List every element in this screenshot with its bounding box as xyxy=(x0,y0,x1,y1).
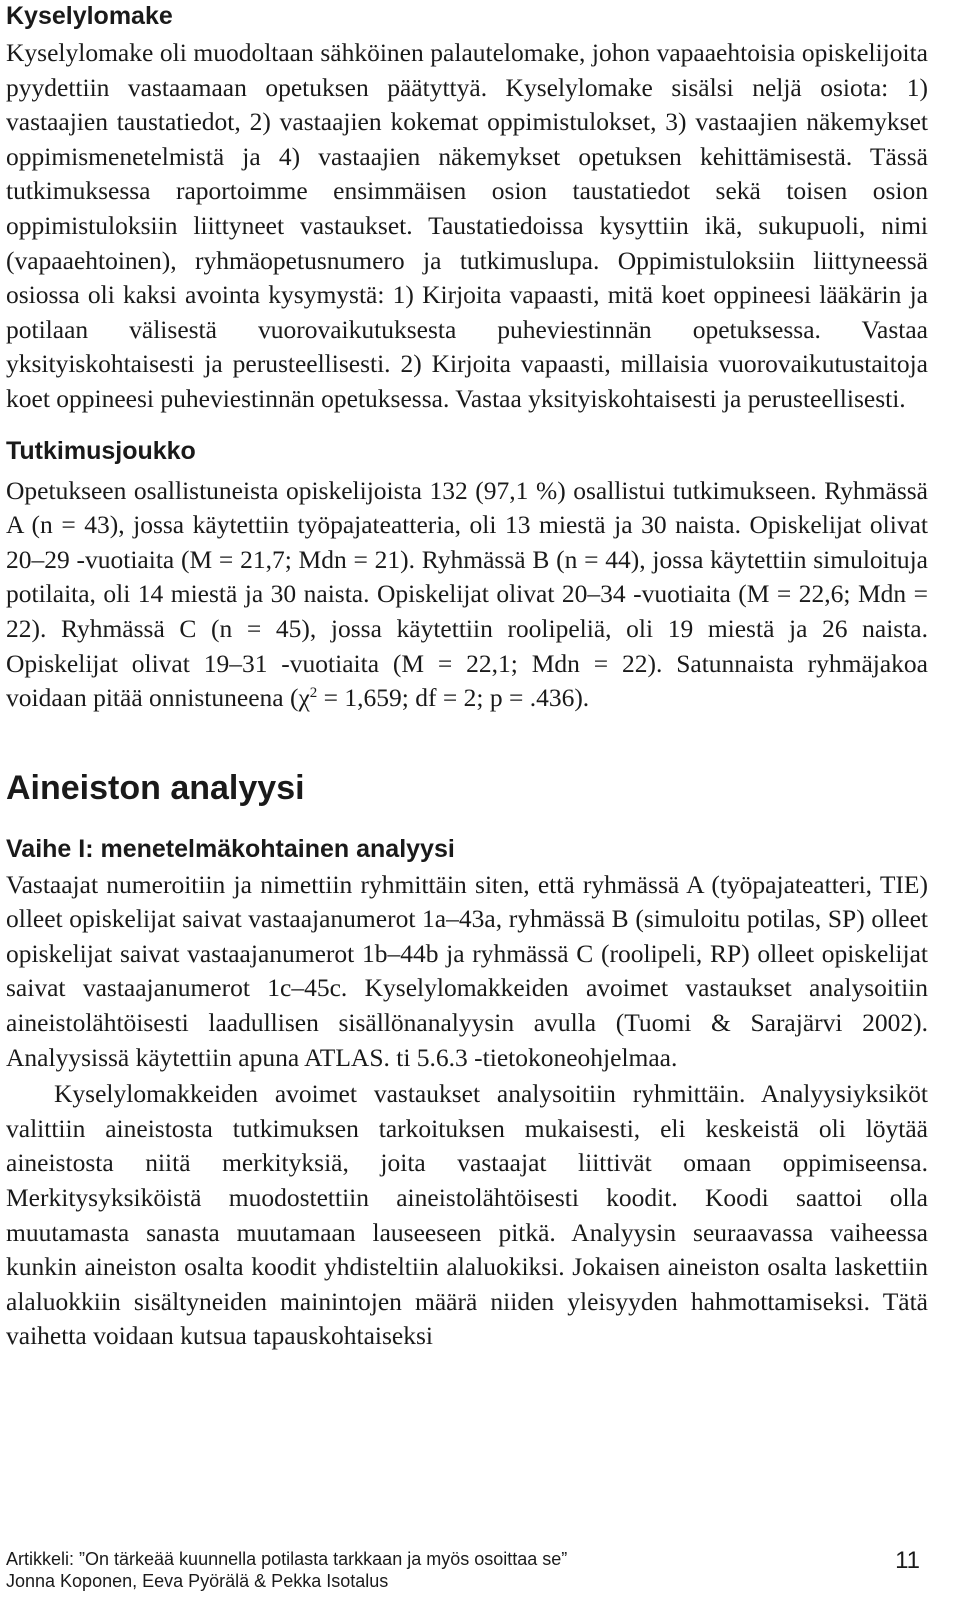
paragraph-vaihe-1-second: Kyselylomakkeiden avoimet vastaukset analysoitiin ryhmittäin. Analyysiyksiköt valittiin aineistosta tutkimuksen tarkoituksen mukaisesti, eli keskeistä oli löytää aineistosta niitä merkityksiä, joita vastaajat liittivät omaan oppimiseensa. Merkitysyksiköistä muodostettiin aineistolähtöisesti koodit. Koodi saattoi olla muutamasta sanasta muutamaan lauseeseen pitkä. Analyysin seuraavassa vaiheessa kunkin aineiston osalta koodit yhdisteltiin alaluokiksi. Jokaisen aineiston osalta laskettiin alaluokkiin sisältyneiden mainintojen määrä niiden yleisyyden hahmottamiseksi. Tätä vaihetta voidaan kutsua tapauskohtaiseksi xyxy=(6,1079,928,1351)
paragraph-tutkimusjoukko-end: = 1,659; df = 2; p = .436). xyxy=(317,683,590,713)
page-footer xyxy=(6,1548,928,1592)
page-body xyxy=(6,0,928,1354)
footer-authors: Jonna Koponen, Eeva Pyörälä & Pekka Isotalus xyxy=(6,1571,389,1591)
section-kyselylomake xyxy=(6,1,928,417)
paragraph-vaihe-1-first: Vastaajat numeroitiin ja nimettiin ryhmittäin siten, että ryhmässä A (työpajateatteri, TIE) olleet opiskelijat saivat vastaajanumerot 1a–43a, ryhmässä B (simuloitu potilas, SP) olleet opiskelijat saivat vastaajanumerot 1b–44b ja ryhmässä C (roolipeli, RP) olleet opiskelijat saivat vastaajanumerot 1c–45c. Kyselylomakkeiden avoimet vastaukset analysoitiin aineistolähtöisesti laadullisen sisällönanalyysin avulla (Tuomi & Sarajärvi 2002). Analyysissä käytettiin apuna ATLAS. ti 5.6.3 -tietokoneohjelmaa. xyxy=(6,869,928,1072)
section-aineiston-analyysi xyxy=(6,768,928,1354)
heading-tutkimusjoukko: Tutkimusjoukko xyxy=(6,436,196,465)
paragraph-tutkimusjoukko xyxy=(6,474,928,716)
heading-kyselylomake: Kyselylomake xyxy=(6,2,173,30)
page-number: 11 xyxy=(895,1547,920,1574)
heading-aineiston-analyysi: Aineiston analyysi xyxy=(6,768,305,807)
subsection-vaihe-1 xyxy=(6,834,928,1354)
chi-superscript: 2 xyxy=(309,685,318,702)
paragraph-kyselylomake: Kyselylomake oli muodoltaan sähköinen palautelomake, johon vapaaehtoisia opiskelijoita pyydettiin vastaamaan opetuksen päätyttyä. Kyselylomake sisälsi neljä osiota: 1) vastaajien taustatiedot, 2) vastaajien kokemat oppimistulokset, 3) vastaajien näkemykset oppimismenetelmistä ja 4) vastaajien näkemykset opetuksen kehittämisestä. Tässä tutkimuksessa raportoimme ensimmäisen osion taustatiedot sekä toisen osion oppimistuloksiin liittyneet vastaukset. Taustatiedoissa kysyttiin ikä, sukupuoli, nimi (vapaaehtoinen), ryhmäopetusnumero ja tutkimuslupa. Oppimistuloksiin liittyneessä osiossa oli kaksi avointa kysymystä: 1) Kirjoita vapaasti, mitä koet oppineesi lääkärin ja potilaan välisestä vuorovaikutuksesta puheviestinnän opetuksessa. Vastaa yksityiskohtaisesti ja perusteellisesti. 2) Kirjoita vapaasti, millaisia vuorovaikutustaitoja koet oppineesi puheviestinnän opetuksessa. Vastaa yksityiskohtaisesti ja perusteellisesti. xyxy=(6,38,928,413)
footer-article-title: Artikkeli: ”On tärkeää kuunnella potilasta tarkkaan ja myös osoittaa se” xyxy=(6,1549,568,1569)
section-tutkimusjoukko xyxy=(6,436,928,716)
heading-vaihe-1: Vaihe I: menetelmäkohtainen analyysi xyxy=(6,834,455,863)
paragraph-tutkimusjoukko-start: Opetukseen osallistuneista opiskelijoista 132 (97,1 %) osallistui tutkimukseen. Ryhmässä A (n = 43), jossa käytettiin työpajateatteria, oli 13 miestä ja 30 naista. Opiskelijat olivat 20–29 -vuotiaita (M = 21,7; Mdn = 21). Ryhmässä B (n = 44), jossa käytettiin simuloituja potilaita, oli 14 miestä ja 30 naista. Opiskelijat olivat 20–34 -vuotiaita (M = 22,6; Mdn = 22). Ryhmässä C (n = 45), jossa käytettiin roolipeliä, oli 19 miestä ja 26 naista. Opiskelijat olivat 19–31 -vuotiaita (M = 22,1; Mdn = 22). Satunnaista ryhmäjakoa voidaan pitää onnistuneena (χ xyxy=(6,475,928,713)
